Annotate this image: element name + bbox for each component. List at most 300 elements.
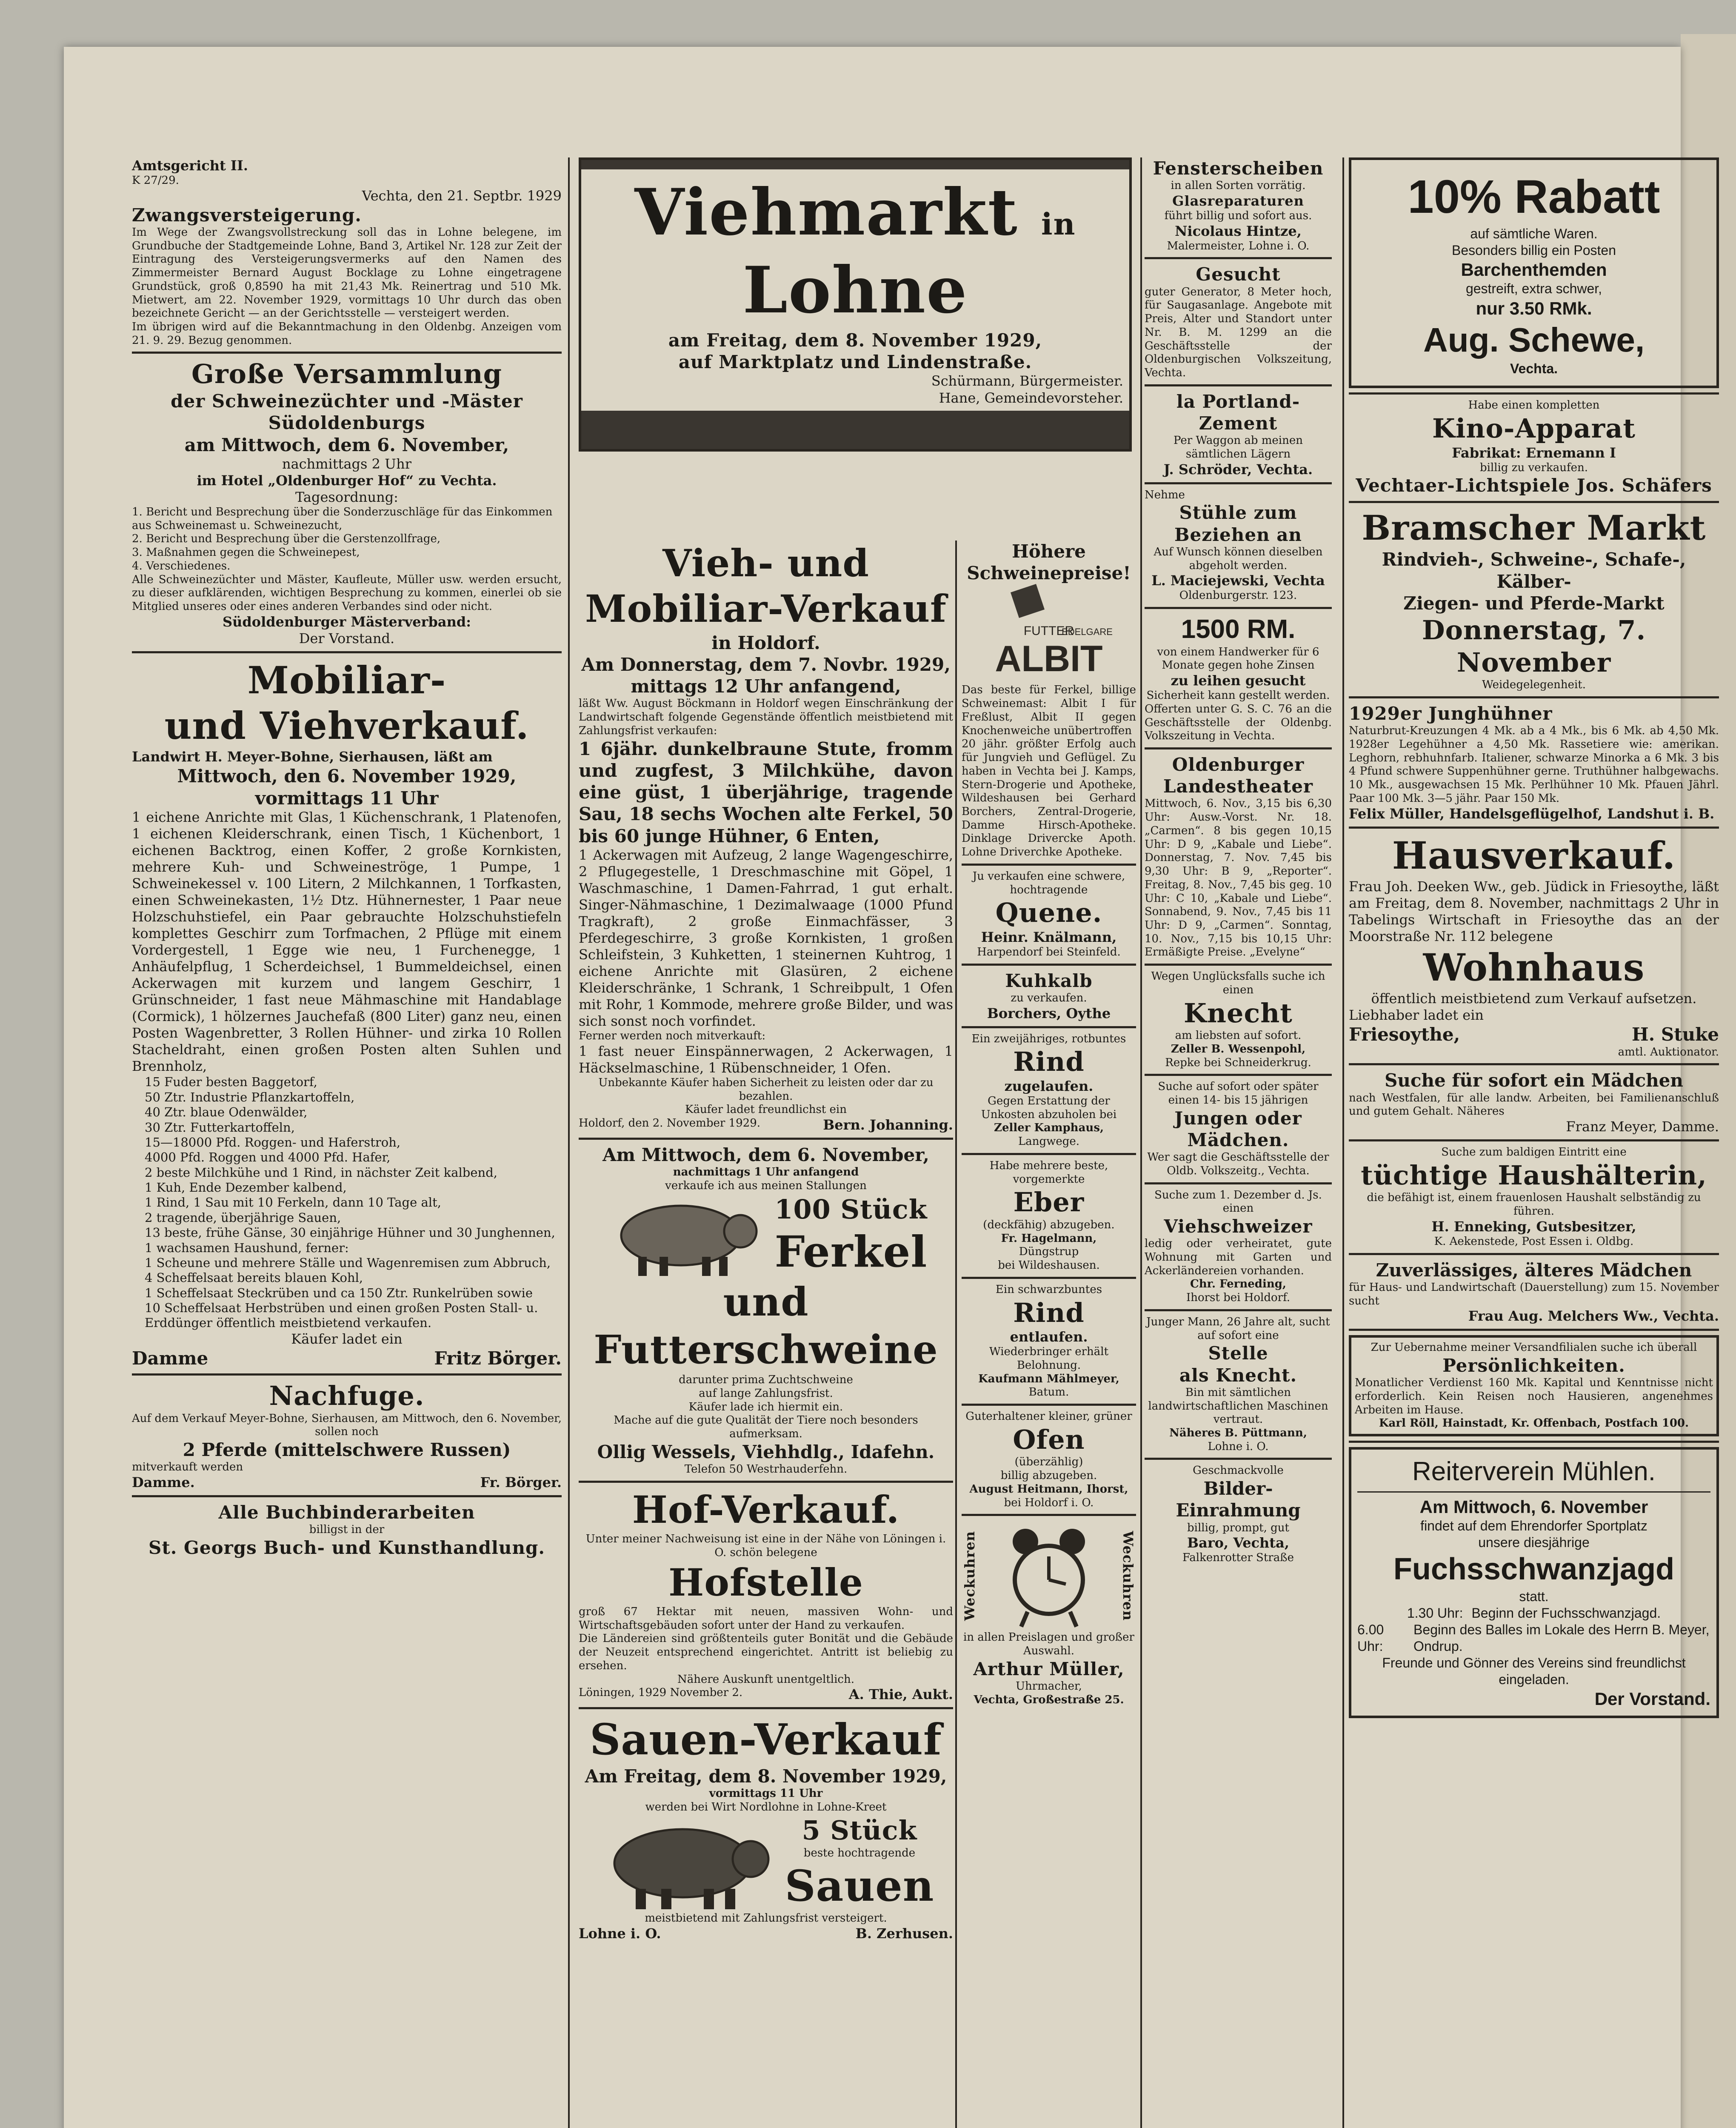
place: Ihorst bei Holdorf. (1186, 1291, 1291, 1304)
ad-headline: Viehmarkt in Lohne (634, 175, 1076, 328)
zuverlaessiges-maedchen-ad (1349, 1259, 1719, 1325)
svg-text:FUTTER: FUTTER (1023, 624, 1074, 638)
ad-body: darunter prima Zuchtschweine (679, 1373, 853, 1387)
jungen-maedchen-ad (1145, 1080, 1332, 1178)
event-date: Am Mittwoch, 6. November (1419, 1496, 1648, 1517)
versandfilialen-ad (1349, 1335, 1719, 1436)
sale-place: in Holdorf. (711, 632, 820, 653)
ad-body: mitverkauft werden (132, 1461, 243, 1474)
pig-illustration (604, 1193, 766, 1278)
seller-name: Fritz Börger. (434, 1347, 562, 1369)
list-item: 4000 Pfd. Roggen und 4000 Pfd. Hafer, (145, 1150, 391, 1165)
seller-name: B. Zerhusen. (855, 1925, 953, 1942)
sale-date: Am Mittwoch, dem 6. November, (602, 1144, 929, 1166)
ad-headline: Rind (1013, 1297, 1085, 1328)
ad-body: führt billig und sofort aus. (1164, 209, 1312, 222)
ad-body: Per Waggon ab meinen sämtlichen Lägern (1174, 434, 1303, 460)
list-item: 1 Rind, 1 Sau mit 10 Ferkeln, dann 10 Tage alt, (145, 1195, 441, 1210)
ad-body: Geschmackvolle (1193, 1464, 1284, 1477)
ad-subheadline: zu leihen gesucht (1171, 672, 1306, 689)
schedule-time: 1.30 Uhr: (1407, 1605, 1463, 1621)
ad-body: 1 eichene Anrichte mit Glas, 1 Küchenschrank, 1 Platenofen, 1 eichenen Kleiderschrank, einen Tisch, 1 Küchenbort, 1 eichenen Backtrog, einen Koffer, 2 große Kornkisten, mehrere Kuh- und Schweineströge, 1 Pumpe, 1 Schweinekessel v. 100 Litern, 2 Milchkannen, 1 Torfkasten, einen Schweinekasten, 1½ Dtz. Hühnernester, 1 Paar neue Holzschuhstiefel, ein Paar gebrauchte Holzschuhstiefeln komplettes Geschirr zum Torfmachen, 2 Pflüge mit einem Vordergestell, 1 Egge wie neu, 1 Furchenegge, 1 Anhäufelpflug, 1 Scherdeichsel, 1 Bummeldeichsel, einen Ackerwagen mit kurzem und langem Geschirr, 1 Grünschneider, 1 fast neue Mähmaschine mit Handablage (Cormick), 1 hölzernes Jauchefaß (800 Liter) ganz neu, einen Posten Wagenbretter, 3 Rollen Hühner- und zirka 10 Rollen Stacheldraht, einen großen Posten alten Suhlen und Brennholz, (132, 809, 562, 1075)
list-item: 15—18000 Pfd. Roggen- und Haferstroh, (145, 1135, 401, 1150)
weckuhren-ad (962, 1520, 1136, 1707)
goods-list: 1 fast neuer Einspännerwagen, 2 Ackerwagen, 1 Häckselmaschine, 1 Rübenschneider, 1 Ofen. (579, 1043, 953, 1076)
seller-name: Heinr. Knälmann, (981, 929, 1117, 945)
place: bei Wildeshausen. (998, 1259, 1100, 1272)
ad-headline: Ferkel (774, 1226, 928, 1277)
ferkel-ad (579, 1144, 953, 1476)
place: Langwege. (1018, 1135, 1080, 1148)
ad-side-label: Weckuhren (1120, 1530, 1136, 1621)
ad-body: Guterhaltener kleiner, grüner (965, 1410, 1132, 1423)
ad-body: groß 67 Hektar mit neuen, massiven Wohn- und Wirtschaftsgebäuden sofort unter der Hand zu verkaufen. (579, 1605, 953, 1632)
sale-date: Mittwoch, den 6. November 1929, (177, 766, 517, 787)
alarm-clock-icon (1006, 1520, 1091, 1631)
agenda-item: 2. Bericht und Besprechung über die Gerstenzollfrage, (132, 532, 441, 546)
ad-headline: Gesucht (1196, 264, 1281, 285)
sauen-ad (579, 1713, 953, 1942)
invitation: Käufer ladet freundlichst ein (685, 1103, 847, 1116)
animal-list: 1 6jähr. dunkelbraune Stute, fromm und zugfest, 3 Milchkühe, davon eine güst, 1 überjährige, tragende Sau, 18 sechs Wochen alte Ferkel, 50 bis 60 junge Hühner, 6 Enten, (579, 738, 953, 847)
albit-ad (962, 541, 1136, 859)
ad-headline: Kuhkalb (1005, 970, 1093, 991)
ad-body: 20 jähr. größter Erfolg auch für Jungvieh und Geflügel. Zu haben in Vechta bei J. Kamps, Stern-Drogerie und Apotheke, Wildeshausen bei Gerhard Borchers, Zentral-Drogerie, Damme Hirsch-Apotheke. Dinklage Drivercke Apoth. Lohne Driverchke Apotheke. (962, 738, 1136, 859)
ad-body: öffentlich meistbietend zum Verkauf aufsetzen. (1371, 990, 1697, 1007)
place: Damme. (132, 1474, 195, 1491)
ad-body: (deckfähig) abzugeben. (983, 1218, 1115, 1231)
ad-headline: Schweinepreise! (967, 563, 1131, 584)
ad-headline: 10% Rabatt (1408, 171, 1660, 223)
seller-name: Karl Röll, Hainstadt, Kr. Offenbach, Postfach 100. (1379, 1417, 1689, 1430)
ad-body: Frau Joh. Deeken Ww., geb. Jüdick in Friesoythe, läßt am Freitag, dem 8. November, nachmittags 2 Uhr in Tabelings Wirtschaft in Friesoythe das an der Moorstraße Nr. 112 belegene (1349, 878, 1719, 944)
ad-headline: Bramscher Markt (1362, 507, 1706, 548)
list-item: 1 Kuh, Ende Dezember kalbend, (145, 1180, 347, 1195)
ad-subheadline: Glasreparaturen (1172, 192, 1304, 209)
seller-name: Bern. Johanning. (823, 1117, 953, 1133)
place: Damme (132, 1347, 208, 1369)
ad-body: Junger Mann, 26 Jahre alt, sucht auf sofort eine (1146, 1315, 1330, 1342)
seller-name: Aug. Schewe, (1423, 320, 1645, 359)
ad-body: Auf dem Verkauf Meyer-Bohne, Sierhausen, am Mittwoch, den 6. November, sollen noch (132, 1412, 562, 1439)
ad-headline: und Viehverkauf. (164, 704, 529, 748)
ad-headline: Alle Buchbinderarbeiten (218, 1502, 475, 1523)
place: Repke bei Schneiderkrug. (1165, 1056, 1311, 1069)
ad-body: Die Ländereien sind größtenteils guter Bonität und die Gebäude der Neuzeit entsprechend eingerichtet. Antritt ist beliebig zu ersehen. (579, 1632, 953, 1672)
ad-headline: Hofstelle (668, 1560, 863, 1605)
column-rule (1140, 157, 1142, 2128)
nachfuge-ad (132, 1380, 562, 1491)
ad-body: für Haus- und Landwirtschaft (Dauerstellung) zum 15. November sucht (1349, 1281, 1719, 1307)
ad-headline: Vieh- und (662, 541, 869, 585)
list-item: 2 tragende, überjährige Sauen, (145, 1210, 341, 1225)
ad-headline: Reiterverein Mühlen. (1412, 1457, 1656, 1487)
ad-body: findet auf dem Ehrendorfer Sportplatz (1420, 1518, 1647, 1534)
maedchen-ad (1349, 1070, 1719, 1135)
column-a (132, 157, 562, 1559)
sale-date: Am Freitag, dem 8. November 1929, (585, 1766, 947, 1787)
market-place: auf Marktplatz und Lindenstraße. (678, 352, 1032, 373)
list-item: 10 Scheffelsaat Herbstrüben und einen großen Posten Stall- u. Erddünger öffentlich meistbietend verkaufen. (145, 1301, 538, 1330)
column-rule (1342, 157, 1344, 2128)
sale-time: nachmittags 1 Uhr anfangend (673, 1166, 859, 1179)
albit-logo-icon (985, 584, 1113, 682)
agenda-item: 3. Maßnahmen gegen die Schweinepest, (132, 546, 360, 559)
ad-body: verkaufe ich aus meinen Stallungen (665, 1179, 867, 1193)
ad-body: Mache auf die gute Qualität der Tiere noch besonders aufmerksam. (614, 1414, 918, 1441)
sow-illustration (597, 1816, 776, 1910)
ad-body: Nehme (1145, 488, 1185, 501)
ad-headline: Eber (1013, 1187, 1085, 1218)
column-c (1145, 157, 1332, 1565)
place: Vechta. (1510, 361, 1558, 377)
date-line: Löningen, 1929 November 2. (579, 1686, 743, 1699)
ad-headline: als Knecht. (1179, 1364, 1297, 1386)
notice-footer: Im übrigen wird auf die Bekanntmachung in den Oldenbg. Anzeigen vom 21. 9. 29. Bezug genommen. (132, 320, 562, 347)
ad-headline: Höhere (1012, 541, 1086, 562)
place: Lohne i. O. (579, 1925, 661, 1942)
ad-body: billig abzugeben. (1000, 1469, 1097, 1482)
quantity: 5 Stück (802, 1814, 917, 1846)
column-b-top (579, 157, 1132, 452)
shop-name: St. Georgs Buch- und Kunsthandlung. (148, 1537, 545, 1559)
bramscher-markt-ad (1349, 507, 1719, 692)
landestheater-ad (1145, 754, 1332, 959)
schedule-event: Beginn des Balles im Lokale des Herrn B. Meyer, Ondrup. (1413, 1622, 1710, 1654)
rabatt-ad (1349, 157, 1719, 388)
ad-body: Wiederbringer erhält Belohnung. (989, 1345, 1109, 1372)
ad-body: Ju verkaufen eine schwere, hochtragende (972, 870, 1125, 896)
place: Harpendorf bei Steinfeld. (977, 945, 1121, 958)
ad-headline: Stelle (1208, 1343, 1268, 1364)
seller-name: Fr. Hagelmann, (1001, 1232, 1097, 1245)
seller-name: Zeller Kamphaus, (994, 1121, 1104, 1135)
ad-body: Ein schwarzbuntes (995, 1283, 1102, 1296)
column-d (1349, 157, 1719, 1718)
quene-ad (962, 870, 1136, 959)
ad-body: unsere diesjährige (1478, 1535, 1590, 1550)
amtsgericht-notice (132, 157, 562, 347)
ad-body: in allen Preislagen und großer Auswahl. (963, 1631, 1134, 1657)
ad-subheadline: der Schweinezüchter und -Mäster (171, 391, 523, 412)
court-name: Amtsgericht II. (132, 157, 248, 174)
ad-subheadline: zugelaufen. (1004, 1078, 1094, 1094)
case-reference: K 27/29. (132, 174, 179, 187)
ad-headline: Sauen-Verkauf (590, 1714, 942, 1765)
ad-body: Offerten unter G. S. C. 76 an die Geschäftsstelle der Oldenbg. Volkszeitung in Vechta. (1145, 702, 1332, 743)
ad-body: beste hochtragende (803, 1846, 916, 1859)
seller-name: Borchers, Oythe (987, 1005, 1111, 1021)
seller-name: Franz Meyer, Damme. (1566, 1118, 1719, 1135)
ad-headline: la Portland- (1176, 391, 1300, 412)
market-date: am Freitag, dem 8. November 1929, (668, 330, 1042, 351)
list-item: 40 Ztr. blaue Odenwälder, (145, 1105, 308, 1120)
sale-time: mittags 12 Uhr anfangend, (631, 676, 901, 697)
notice-heading: Zwangsversteigerung. (132, 204, 362, 226)
mobiliar-viehverkauf-ad (132, 658, 562, 1369)
ad-headline: Viehschweizer (1164, 1216, 1313, 1237)
ad-body: Unbekannte Käufer haben Sicherheit zu leisten oder dar zu bezahlen. (598, 1076, 934, 1103)
ad-body: Wegen Unglücksfalls suche ich einen (1151, 970, 1325, 996)
ad-headline: Mobiliar- (247, 658, 446, 702)
reiterverein-ad (1349, 1447, 1719, 1718)
seller-name: Näheres B. Püttmann, (1169, 1426, 1307, 1439)
ad-subheadline: entlaufen. (1010, 1329, 1088, 1345)
agenda-item: 1. Bericht und Besprechung über die Sonderzuschläge für das Einkommen aus Schweinemast u. Schweinezucht, (132, 505, 553, 532)
viehmarkt-ad (579, 157, 1132, 452)
address: Vechta, Großestraße 25. (974, 1693, 1124, 1706)
stelle-ad (1145, 1316, 1332, 1454)
ad-headline: Hof-Verkauf. (632, 1487, 900, 1532)
agenda-item: 4. Verschiedenes. (132, 559, 231, 572)
place: bei Holdorf i. O. (1004, 1496, 1094, 1509)
invitation: Liebhaber ladet ein (1349, 1007, 1484, 1024)
seller-name: Arthur Müller, (973, 1658, 1125, 1679)
ad-headline: Landestheater (1163, 776, 1313, 797)
list-item: 4 Scheffelsaat bereits blauen Kohl, (145, 1270, 363, 1285)
seller-name: J. Schröder, Vechta. (1163, 461, 1313, 478)
column-rule (568, 157, 570, 2128)
ad-body: guter Generator, 8 Meter hoch, für Saugasanlage. Angebote mit Preis, Alter und Standort unter Nr. B. M. 1299 an die Geschäftsstelle der Oldenburgischen Volkszeitung, Vechta. (1145, 285, 1332, 379)
ad-body: Rindvieh-, Schweine-, Schafe-, Kälber- (1382, 549, 1686, 592)
invitation: Käufer ladet ein (291, 1330, 403, 1347)
fensterscheiben-ad (1145, 157, 1332, 253)
ad-headline: Mädchen. (1187, 1129, 1289, 1150)
ad-body: Weidegelegenheit. (1482, 678, 1586, 692)
ad-body: Habe mehrere beste, vorgemerkte (989, 1159, 1108, 1186)
ad-headline: Zuverlässiges, älteres Mädchen (1376, 1259, 1692, 1281)
ad-body: Habe einen kompletten (1468, 399, 1600, 412)
seller-name: H. Stuke (1631, 1024, 1719, 1045)
ad-body: (überzählig) (1014, 1456, 1083, 1469)
ad-body: auf lange Zahlungsfrist. (699, 1387, 833, 1400)
ad-body: Auf Wunsch können dieselben abgeholt werden. (1154, 545, 1323, 572)
kuhkalb-ad (962, 970, 1136, 1022)
ad-body: Zur Uebernahme meiner Versandfilialen suche ich überall (1371, 1341, 1697, 1354)
place: Friesoythe, (1349, 1024, 1460, 1045)
list-item: 13 beste, frühe Gänse, 30 einjährige Hühner und 30 Junghennen, (145, 1225, 555, 1240)
ad-headline: Einrahmung (1176, 1500, 1301, 1521)
ad-headline: Jungen oder (1174, 1107, 1302, 1129)
job: amtl. Auktionator. (1618, 1045, 1719, 1058)
ad-body: in allen Sorten vorrätig. (1171, 179, 1306, 192)
ad-body: Käufer lade ich hiermit ein. (688, 1400, 843, 1413)
seller-name: L. Maciejewski, Vechta (1151, 572, 1325, 589)
notice-date: Vechta, den 21. Septbr. 1929 (362, 187, 562, 204)
notice-body: Im Wege der Zwangsvollstreckung soll das in Lohne belegene, im Grundbuche der Stadtgemeinde Lohne, Band 3, Artikel Nr. 128 zur Zeit der Eintragung des Versteigerungsvermerks auf den Namen des Zimmermeister Bernard August Bocklage zu Lohne eingetragene Grundstück, groß 0,8590 ha mit 21,43 Mk. Reinertrag und 510 Mk. Mietwert, am 22. November 1929, vormittags 10 Uhr durch das oben bezeichnete Gericht — an der Gerichtsstelle — versteigert werden. (132, 226, 562, 320)
ad-body: Fabrikat: Ernemann I (1452, 444, 1616, 461)
ad-headline: Beziehen an (1174, 524, 1302, 545)
ad-headline: Ofen (1013, 1424, 1085, 1455)
ad-body: Unter meiner Nachweisung ist eine in der Nähe von Löningen i. O. schön belegene (585, 1533, 946, 1559)
junghuehner-ad (1349, 703, 1719, 822)
sale-date: Am Donnerstag, dem 7. Novbr. 1929, (581, 654, 951, 675)
seller-name: Vechtaer-Lichtspiele Jos. Schäfers (1356, 475, 1712, 496)
schedule-event: Beginn der Fuchsschwanzjagd. (1471, 1605, 1661, 1621)
ad-body: werden bei Wirt Nordlohne in Lohne-Kreet (645, 1801, 887, 1814)
zement-ad (1145, 391, 1332, 478)
seller: Landwirt H. Meyer-Bohne, Sierhausen, läßt am (132, 749, 493, 765)
place: Malermeister, Lohne i. O. (1167, 239, 1310, 252)
ad-body: Suche zum 1. Dezember d. Js. einen (1154, 1188, 1322, 1215)
list-item: 50 Ztr. Industrie Pflanzkartoffeln, (145, 1090, 355, 1104)
seller-name: Fr. Börger. (480, 1474, 562, 1491)
signature: Schürmann, Bürgermeister. (931, 373, 1123, 389)
ad-body: Sicherheit kann gestellt werden. (1146, 689, 1330, 702)
seller-name: Felix Müller, Handelsgeflügelhof, Landshut i. B. (1349, 805, 1715, 822)
meeting-date: am Mittwoch, dem 6. November, (184, 434, 509, 455)
seller-name: Nicolaus Hintze, (1175, 223, 1302, 239)
signature: Hane, Gemeindevorsteher. (939, 389, 1123, 406)
ad-headline: Oldenburger (1172, 754, 1305, 775)
ad-body: Ein zweijähriges, rotbuntes (971, 1032, 1126, 1045)
agenda-title: Tagesordnung: (295, 489, 398, 505)
eber-ad (962, 1159, 1136, 1273)
ad-body: Monatlicher Verdienst 160 Mk. Kapital und Kenntnisse nicht erforderlich. Kein Reisen noch Hausieren, angenehmes Arbeiten im Hause. (1355, 1376, 1713, 1416)
place: Batum. (1028, 1386, 1069, 1399)
rind-zugelaufen-ad (962, 1033, 1136, 1149)
ad-headline: 1500 RM. (1181, 615, 1296, 644)
stuehle-ad (1145, 489, 1332, 603)
ad-body: Wer sagt die Geschäftsstelle der Oldb. Volkszeitg., Vechta. (1147, 1151, 1329, 1177)
ad-subheadline: Südoldenburgs (268, 412, 425, 434)
seller-name: Kaufmann Mählmeyer, (978, 1372, 1119, 1385)
ad-headline: Suche für sofort ein Mädchen (1385, 1070, 1683, 1091)
schedule-time: 6.00 Uhr: (1357, 1622, 1384, 1654)
ad-headline: Bilder- (1203, 1478, 1273, 1499)
place: Düngstrup (1019, 1245, 1079, 1258)
ad-body: zu verkaufen. (1011, 991, 1087, 1004)
column-b-main (579, 541, 953, 1942)
hausverkauf-ad (1349, 833, 1719, 1059)
job: Uhrmacher, (1016, 1679, 1082, 1693)
svg-text:EDELGARE: EDELGARE (1062, 626, 1113, 638)
goods-list: 1 Ackerwagen mit Aufzeug, 2 lange Wagengeschirre, 2 Pflugegestelle, 1 Dreschmaschine mit Göpel, 1 Waschmaschine, 1 Damen-Fahrrad, 1 gut erhalt. Singer-Nähmaschine, 1 Dezimalwaage (1000 Pfund Tragkraft), 2 große Einmachfässer, 3 Pferdegeschirre, 3 große Kornkisten, 1 großen Schleifstein, 3 Kuhketten, 1 steinernen Kuhtrog, 1 eichene Anrichte mit Glasüren, 2 eichene Kleiderschränke, 1 Schrank, 1 Schreibpult, 1 Ofen mit Rohr, 1 Kommode, mehrere große Bilder, und was sich sonst noch vorfindet. (579, 847, 953, 1030)
ad-body: Gegen Erstattung der Unkosten abzuholen bei (981, 1094, 1117, 1121)
darlehen-ad (1145, 613, 1332, 743)
svg-text:ALBIT: ALBIT (995, 638, 1103, 680)
sale-time: vormittags 11 Uhr (255, 787, 439, 809)
ad-body: Naturbrut-Kreuzungen 4 Mk. ab a 4 Mk., bis 6 Mk. ab 4,50 Mk. 1928er Legehühner a 4,50 Mk. Rassetiere wie: amerikan. Leghorn, rebhuhnfarb. Italiener, schwarze Minorka a 6 Mk. 3 bis 4 Pfund schwere Suppenhühner gerne. Truthühner halbgewachs. 10 Mk., ausgewachsen 15 Mk. Perlhühner 10 Mk. Pfauen Jährl. Paar 100 Mk. 3—5 jähr. Paar 150 Mk. (1349, 724, 1719, 805)
ad-headline: Kino-Apparat (1432, 413, 1636, 444)
ad-body: ledig oder verheiratet, gute Wohnung mit Garten und Ackerländereien vorhanden. (1145, 1237, 1332, 1277)
place: K. Aekenstede, Post Essen i. Oldbg. (1434, 1235, 1634, 1248)
item-list (145, 1075, 562, 1330)
seller-name: Zeller B. Wessenpohl, (1171, 1042, 1306, 1055)
sale-time: vormittags 11 Uhr (709, 1787, 823, 1800)
seller-name: H. Enneking, Gutsbesitzer, (1431, 1218, 1636, 1235)
ad-body: am liebsten auf sofort. (1175, 1029, 1302, 1042)
ad-body: Bin mit sämtlichen landwirtschaftlichen Maschinen vertraut. (1148, 1386, 1328, 1426)
ad-headline: Stühle zum (1179, 502, 1297, 523)
bilder-ad (1145, 1464, 1332, 1565)
signature: Der Vorstand. (299, 630, 395, 646)
buchbinder-ad (132, 1502, 562, 1559)
ad-subheadline: Barchenthemden (1461, 260, 1607, 280)
ad-body: gestreift, extra schwer, (1465, 281, 1602, 297)
haushaelterin-ad (1349, 1146, 1719, 1249)
ad-headline: Persönlichkeiten. (1442, 1355, 1625, 1376)
signature: Der Vorstand. (1594, 1689, 1710, 1709)
seller-name: Ollig Wessels, Viehhdlg., Idafehn. (597, 1441, 935, 1462)
ad-headline: Rind (1013, 1046, 1085, 1078)
list-item: 1 Scheffelsaat Steckrüben und ca 150 Ztr. Runkelrüben sowie (145, 1285, 533, 1300)
ad-headline: Nachfuge. (269, 1380, 425, 1412)
ad-body: die befähigt ist, einem frauenlosen Haushalt selbständig zu führen. (1367, 1191, 1701, 1218)
ad-body: Suche auf sofort oder später einen 14- bis 15 jährigen (1158, 1080, 1319, 1107)
seller-name: August Heitmann, Ihorst, (969, 1482, 1128, 1496)
ad-headline: Knecht (1184, 997, 1293, 1029)
list-item: 2 beste Milchkühe und 1 Rind, in nächster Zeit kalbend, (145, 1165, 497, 1180)
signature: Südoldenburger Mästerverband: (222, 613, 471, 630)
ad-body: nach Westfalen, für alle landw. Arbeiten, bei Familienanschluß und gutem Gehalt. Näheres (1349, 1091, 1719, 1118)
ad-body: Das beste für Ferkel, billige Schweinemast: Albit I für Freßlust, Albit II gegen Knochenweiche unübertroffen (962, 684, 1136, 737)
ad-headline: Große Versammlung (191, 358, 502, 390)
ad-body: Alle Schweinezüchter und Mäster, Kaufleute, Müller usw. werden ersucht, zu dieser aufklärenden, wichtigen Besprechung zu kommen, einerlei ob sie Mitglied unseres oder eines anderen Verbandes sind oder nicht. (132, 573, 562, 613)
column-b2 (962, 541, 1136, 1707)
price: nur 3.50 RMk. (1476, 298, 1592, 318)
ad-headline: Wohnhaus (1423, 945, 1645, 990)
market-date: Donnerstag, 7. November (1422, 615, 1646, 678)
ad-headline: Quene. (995, 897, 1102, 929)
kino-ad (1349, 399, 1719, 496)
viehschweizer-ad (1145, 1189, 1332, 1305)
ad-body: billigst in der (309, 1523, 385, 1536)
ad-headline: Fensterscheiben (1153, 158, 1324, 179)
newspaper-page (64, 47, 1719, 2128)
ad-headline: Zement (1199, 412, 1278, 434)
ad-side-label: Weckuhren (962, 1530, 978, 1621)
ad-body: auf sämtliche Waren. (1470, 226, 1598, 242)
ad-body: statt. (1519, 1588, 1549, 1604)
hofverkauf-ad (579, 1487, 953, 1703)
ad-headline: Hausverkauf. (1392, 833, 1676, 878)
seller-name: Baro, Vechta, (1187, 1535, 1289, 1551)
ad-headline: 1929er Junghühner (1349, 703, 1553, 724)
seller-name: A. Thie, Aukt. (848, 1686, 953, 1703)
ad-headline: und Futterschweine (594, 1279, 938, 1373)
ad-body: billig zu verkaufen. (1479, 461, 1588, 474)
ad-headline: Sauen (785, 1861, 934, 1911)
ad-body: von einem Handwerker für 6 Monate gegen hohe Zinsen (1157, 645, 1319, 672)
ad-body: Freunde und Gönner des Vereins sind freundlichst eingeladen. (1382, 1655, 1686, 1688)
ad-body: Ferner werden noch mitverkauft: (579, 1030, 766, 1043)
list-item: 30 Ztr. Futterkartoffeln, (145, 1120, 295, 1135)
seller-name: Frau Aug. Melchers Ww., Vechta. (1468, 1308, 1719, 1324)
ad-body: Besonders billig ein Posten (1451, 243, 1616, 258)
rind-entlaufen-ad (962, 1283, 1136, 1399)
meeting-time: nachmittags 2 Uhr (282, 455, 412, 472)
theater-program: Mittwoch, 6. Nov., 3,15 bis 6,30 Uhr: Ausw.-Vorst. Nr. 18. „Carmen“. 8 bis gegen 10,15 Uhr: D 9, „Kabale und Liebe“. Donnerstag, 7. Nov. 7,45 bis 9,30 Uhr: B 9, „Reporter“. Freitag, 8. Nov., 7,45 bis geg. 10 Uhr: C 10, „Kabale und Liebe“. Sonnabend, 9. Nov., 7,45 bis 11 Uhr: D 9, „Carmen“. Sonntag, 10. Nov., 7,15 bis 10,15 Uhr: Ermäßigte Preise. „Evelyne“ (1145, 797, 1332, 959)
ad-body: billig, prompt, gut (1187, 1521, 1289, 1534)
event-name: Fuchsschwanzjagd (1393, 1552, 1675, 1587)
ad-body: Suche zum baldigen Eintritt eine (1441, 1146, 1627, 1159)
telephone: Telefon 50 Westrhauderfehn. (684, 1463, 848, 1476)
list-item: 1 wachsamen Haushund, ferner: (145, 1240, 349, 1255)
ad-body: Nähere Auskunft unentgeltlich. (677, 1673, 854, 1686)
versammlung-ad (132, 358, 562, 646)
list-item: 15 Fuder besten Baggetorf, (145, 1075, 317, 1090)
ad-highlight: 2 Pferde (mittelschwere Russen) (183, 1439, 511, 1461)
quantity: 100 Stück (774, 1193, 928, 1225)
address: Falkenrotter Straße (1182, 1551, 1294, 1565)
ad-headline: Mobiliar-Verkauf (585, 586, 947, 631)
list-item: 1 Scheune und mehrere Ställe und Wagenremisen zum Abbruch, (145, 1255, 551, 1270)
column-rule (955, 541, 957, 2128)
place: Lohne i. O. (1208, 1440, 1269, 1453)
knecht-ad (1145, 970, 1332, 1070)
ad-body: meistbietend mit Zahlungsfrist versteigert. (645, 1912, 887, 1925)
